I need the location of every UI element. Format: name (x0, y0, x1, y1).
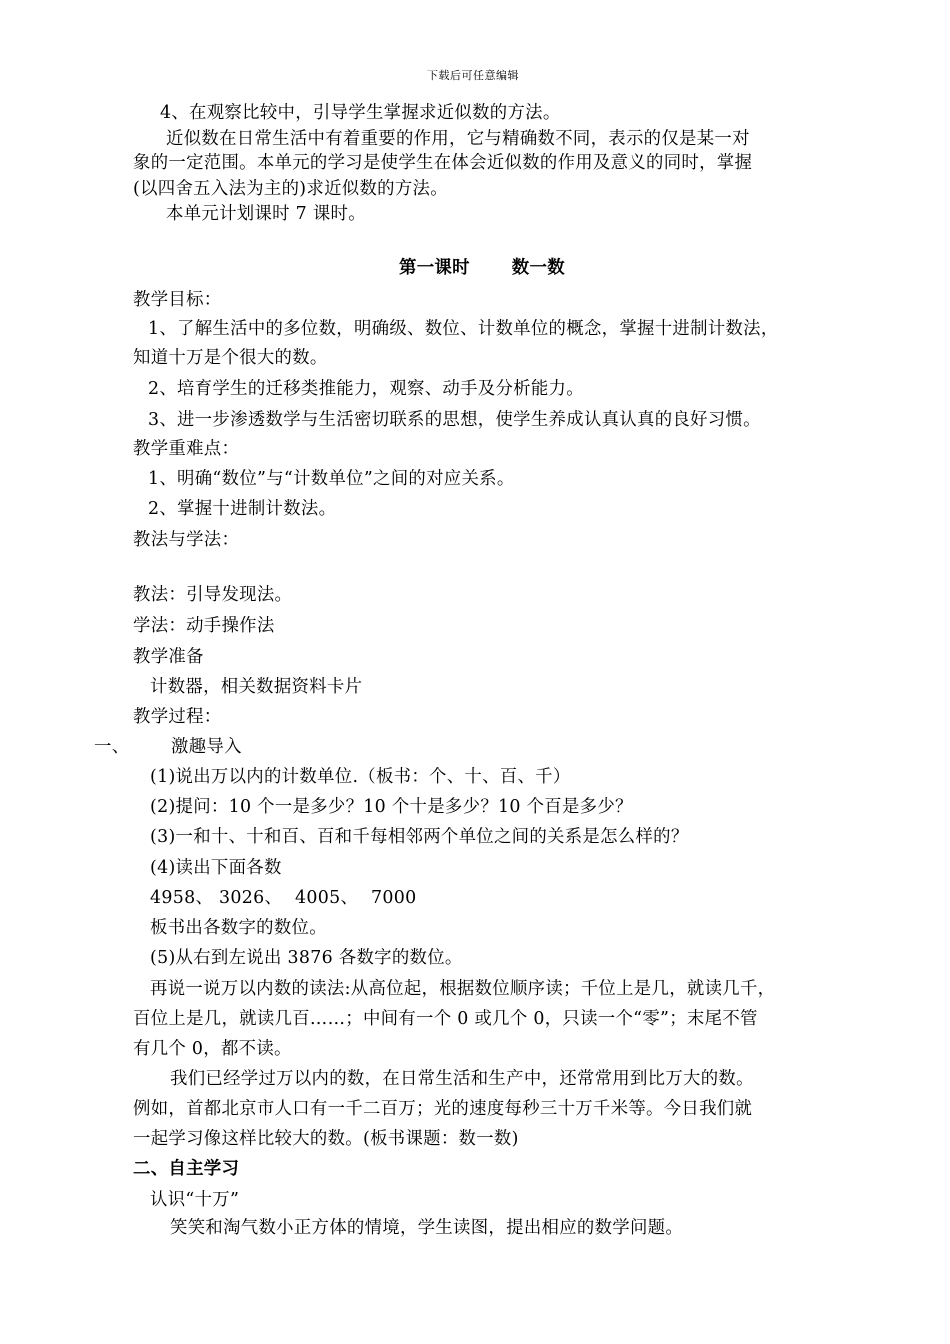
page-header: 下载后可任意编辑 (427, 69, 519, 82)
rule-line-2: 百位上是几，就读几百……；中间有一个 0 或几个 0，只读一个“零”；末尾不管 (133, 1009, 758, 1029)
rule-line-3: 有几个 0，都不读。 (133, 1039, 292, 1059)
section1-para-line-3: 一起学习像这样比较大的数。(板书课题：数一数) (133, 1129, 519, 1149)
process-label: 教学过程： (133, 707, 222, 727)
section1-para-line-1: 我们已经学过万以内的数，在日常生活和生产中，还常常用到比万大的数。 (170, 1069, 754, 1089)
key-line-1: 1、明确“数位”与“计数单位”之间的对应关系。 (148, 469, 515, 489)
number-4: 7000 (371, 888, 417, 908)
intro-para-line-1: 近似数在日常生活中有着重要的作用，它与精确数不同，表示的仅是某一对 (166, 129, 750, 149)
number-1: 4958、 (150, 888, 214, 908)
section1-item-2: (2)提问：10 个一是多少？10 个十是多少？10 个百是多少？ (150, 797, 633, 817)
intro-plan: 本单元计划课时 7 课时。 (166, 204, 366, 224)
section1-item-1: (1)说出万以内的计数单位.（板书：个、十、百、千） (150, 767, 571, 787)
methods-label: 教法与学法： (133, 530, 240, 550)
goals-label: 教学目标： (133, 290, 222, 310)
section1-item-3: (3)一和十、十和百、百和千每相邻两个单位之间的关系是怎么样的？ (150, 827, 689, 847)
prep-label: 教学准备 (133, 647, 204, 667)
number-2: 3026、 (219, 888, 283, 908)
intro-para-line-2: 象的一定范围。本单元的学习是使学生在体会近似数的作用及意义的同时，掌握 (133, 153, 753, 173)
intro-para-line-3: (以四舍五入法为主的)求近似数的方法。 (133, 179, 448, 199)
section1-item-5: (5)从右到左说出 3876 各数字的数位。 (150, 948, 463, 968)
rule-line-1: 再说一说万以内数的读法:从高位起，根据数位顺序读；千位上是几，就读几千， (150, 979, 776, 999)
section2-title: 二、自主学习 (133, 1159, 240, 1179)
section2-sub: 认识“十万” (150, 1190, 240, 1210)
section1-number: 一、 (94, 737, 130, 757)
key-line-2: 2、掌握十进制计数法。 (148, 499, 337, 519)
goal-line-3: 2、培育学生的迁移类推能力，观察、动手及分析能力。 (148, 379, 584, 399)
learn-method: 学法：动手操作法 (133, 616, 275, 636)
section1-title: 激趣导入 (171, 737, 242, 757)
section1-item-4: (4)读出下面各数 (150, 858, 282, 878)
lesson-title: 第一课时 数一数 (399, 258, 565, 278)
prep-text: 计数器，相关数据资料卡片 (150, 677, 363, 697)
goal-line-2: 知道十万是个很大的数。 (133, 348, 328, 368)
section1-board: 板书出各数字的数位。 (150, 918, 327, 938)
key-label: 教学重难点： (133, 439, 240, 459)
number-3: 4005、 (295, 888, 359, 908)
goal-line-4: 3、进一步渗透数学与生活密切联系的思想，使学生养成认真认真的良好习惯。 (148, 410, 761, 430)
section1-para-line-2: 例如，首都北京市人口有一千二百万；光的速度每秒三十万千米等。今日我们就 (133, 1099, 753, 1119)
teach-method: 教法：引导发现法。 (133, 585, 293, 605)
section2-text: 笑笑和淘气数小正方体的情境，学生读图，提出相应的数学问题。 (170, 1218, 684, 1238)
goal-line-1: 1、了解生活中的多位数，明确级、数位、计数单位的概念，掌握十进制计数法， (148, 319, 779, 339)
intro-item-4: 4、在观察比较中，引导学生掌握求近似数的方法。 (160, 103, 561, 123)
